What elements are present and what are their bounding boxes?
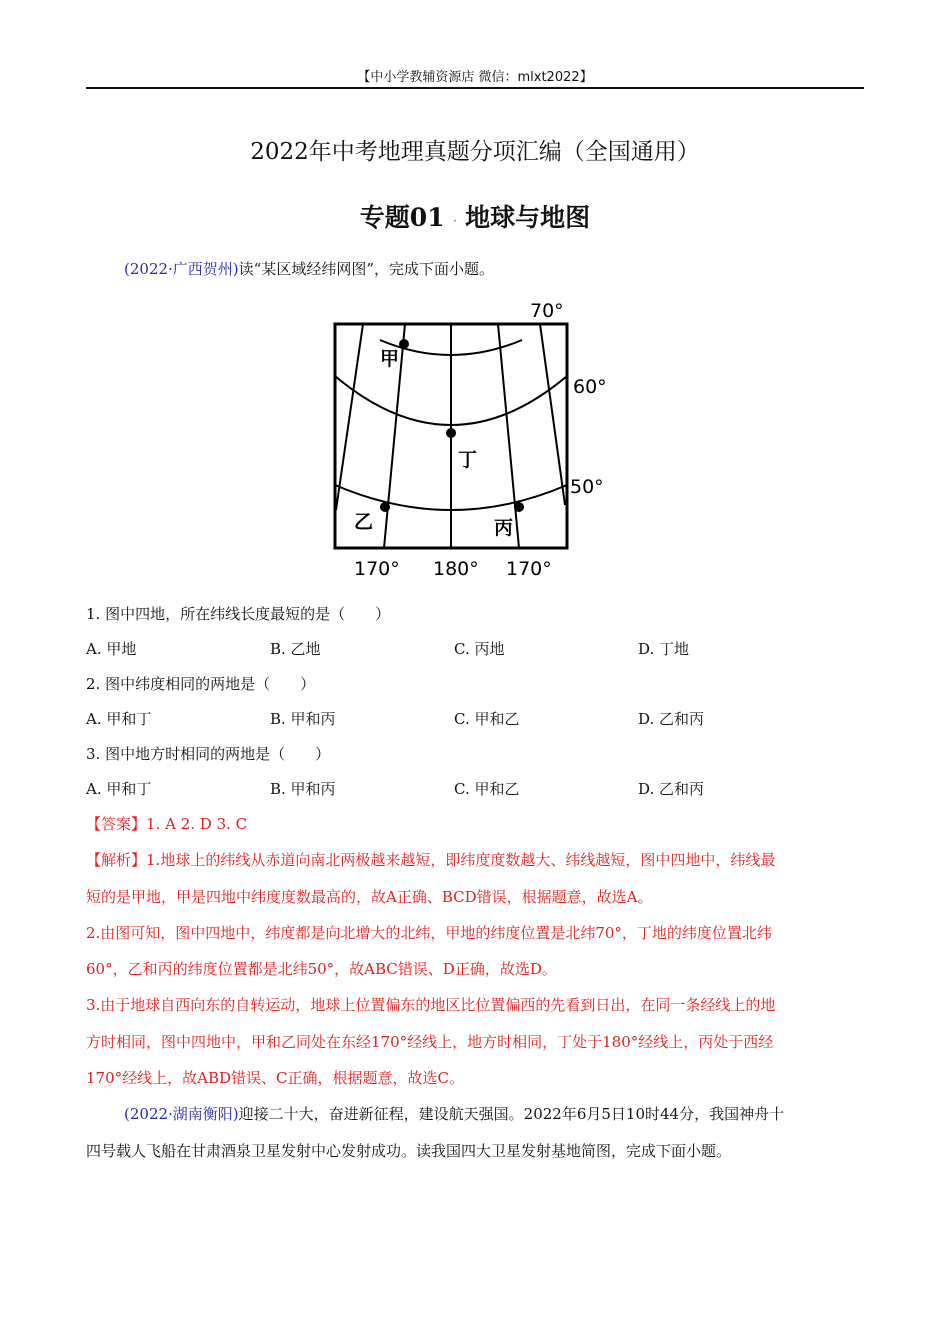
topic-number: 专题01 <box>359 203 445 232</box>
meridian-line <box>540 324 565 505</box>
meridian-line <box>498 324 519 548</box>
label-lon-180: 180° <box>433 558 479 580</box>
label-jia: 甲 <box>380 348 400 370</box>
q3-option-b[interactable]: B. 甲和丙 <box>270 780 336 798</box>
analysis-line: 短的是甲地，甲是四地中纬度度数最高的，故A正确、BCD错误，根据题意，故选A。 <box>86 888 653 906</box>
label-lon-170-east: 170° <box>354 558 400 580</box>
question-intro-text: 读“某区域经纬网图”，完成下面小题。 <box>238 260 494 278</box>
q1-option-a[interactable]: A. 甲地 <box>86 640 137 658</box>
analysis-label: 【解析】 <box>86 851 147 869</box>
q1-option-b[interactable]: B. 乙地 <box>270 640 321 658</box>
q1-option-c[interactable]: C. 丙地 <box>454 640 505 658</box>
label-lon-170-west: 170° <box>506 558 552 580</box>
answer-line <box>86 814 864 834</box>
q2-option-b[interactable]: B. 甲和丙 <box>270 710 336 728</box>
q2-option-a[interactable]: A. 甲和丁 <box>86 710 152 728</box>
point-bing <box>514 502 524 512</box>
point-ding <box>446 428 456 438</box>
label-yi: 乙 <box>354 511 374 533</box>
lat-lon-grid-map <box>320 290 620 590</box>
page-header: 【中小学教辅资源店 微信：mlxt2022】 <box>357 70 593 85</box>
analysis-line: 170°经线上，故ABD错误、C正确，根据题意，故选C。 <box>86 1069 464 1087</box>
analysis-line <box>86 850 864 870</box>
header-rule <box>86 87 864 89</box>
analysis-line: 3.由于地球自西向东的自转运动，地球上位置偏东的地区比位置偏西的先看到日出，在同一条经线上的地 <box>86 996 776 1014</box>
question-3-stem: 3. 图中地方时相同的两地是（ ） <box>86 745 331 763</box>
q2-option-d[interactable]: D. 乙和丙 <box>638 710 705 728</box>
label-bing: 丙 <box>494 517 514 539</box>
topic-name: 地球与地图 <box>465 203 591 232</box>
label-ding: 丁 <box>458 449 478 471</box>
next-question-text-2: 四号载人飞船在甘肃酒泉卫星发射中心发射成功。读我国四大卫星发射基地简图，完成下面小题。 <box>86 1142 732 1160</box>
analysis-line: 2.由图可知，图中四地中，纬度都是向北增大的北纬，甲地的纬度位置是北纬70°，丁地的纬度位置北纬 <box>86 924 772 942</box>
question-intro <box>86 259 902 279</box>
next-question-source: (2022·湖南衡阳) <box>124 1105 239 1123</box>
question-1-stem: 1. 图中四地，所在纬线长度最短的是（ ） <box>86 605 391 623</box>
analysis-text: 1.地球上的纬线从赤道向南北两极越来越短，即纬度度数越大、纬线越短，图中四地中，纬线最 <box>146 851 776 869</box>
q1-option-d[interactable]: D. 丁地 <box>638 640 690 658</box>
label-lat-60: 60° <box>573 376 607 398</box>
point-jia <box>399 339 409 349</box>
topic-title <box>0 198 950 234</box>
meridian-line <box>336 324 363 510</box>
question-source: (2022·广西贺州) <box>124 260 239 278</box>
q3-option-a[interactable]: A. 甲和丁 <box>86 780 152 798</box>
next-question-text: 迎接二十大，奋进新征程，建设航天强国。2022年6月5日10时44分，我国神舟十 <box>238 1105 785 1123</box>
answer-text: 1. A 2. D 3. C <box>146 815 248 833</box>
point-yi <box>380 502 390 512</box>
answer-label: 【答案】 <box>86 815 147 833</box>
question-2-stem: 2. 图中纬度相同的两地是（ ） <box>86 675 316 693</box>
topic-dot: . <box>453 214 457 225</box>
q3-option-c[interactable]: C. 甲和乙 <box>454 780 520 798</box>
analysis-line: 方时相同，图中四地中，甲和乙同处在东经170°经线上，地方时相同，丁处于180°经线上，丙处于西经 <box>86 1033 774 1051</box>
next-question-intro <box>86 1104 902 1124</box>
label-lat-70: 70° <box>530 300 564 322</box>
label-lat-50: 50° <box>570 476 604 498</box>
q2-option-c[interactable]: C. 甲和乙 <box>454 710 520 728</box>
q3-option-d[interactable]: D. 乙和丙 <box>638 780 705 798</box>
document-title: 2022年中考地理真题分项汇编（全国通用） <box>250 139 700 165</box>
analysis-line: 60°，乙和丙的纬度位置都是北纬50°，故ABC错误、D正确，故选D。 <box>86 960 557 978</box>
